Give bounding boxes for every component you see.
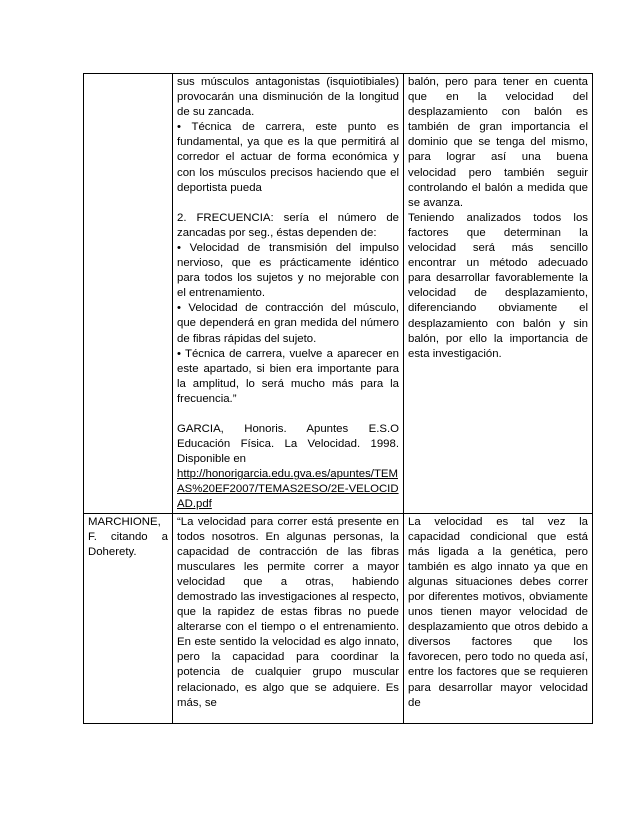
paragraph: • Velocidad de transmisión del impulso nervioso, que es prácticamente idéntico para todos los sujetos y no mejorable con el entrenamiento. bbox=[177, 241, 399, 300]
paragraph: 2. FRECUENCIA: sería el número de zancadas por seg., éstas dependen de: bbox=[177, 211, 399, 239]
paragraph: sus músculos antagonistas (isquiotibiales) provocarán una disminución de la longitud de su zancada. bbox=[177, 76, 399, 119]
paragraph: balón, pero para tener en cuenta que en la velocidad del desplazamiento con balón es también de gran importancia el dominio que se tenga del mismo, para lograr así una buena velocidad pero también seguir controlando el balón a medida que se avanza. bbox=[408, 76, 588, 209]
quote-cell bbox=[173, 513, 404, 723]
paragraph: • Técnica de carrera, este punto es fundamental, ya que es la que permitirá al corredor el actuar de forma económica y con los músculos precisos haciendo que el deportista pueda bbox=[177, 121, 399, 194]
author-cell bbox=[84, 74, 173, 514]
analysis-cell bbox=[404, 74, 593, 514]
author-cell: MARCHIONE, F. citando a Doherety. bbox=[84, 513, 173, 723]
paragraph: La velocidad es tal vez la capacidad condicional que está más ligada a la genética, pero también es algo innato ya que en algunas situaciones debes correr por diferentes motivos, obviamente unos tienen mayor velocidad de desplazamiento que otros debido a diversos factores que los favorecen, pero todo no queda así, entre los factores que se requieren para desarrollar mayor velocidad de bbox=[408, 515, 588, 709]
paragraph: • Velocidad de contracción del músculo, que dependerá en gran medida del número de fibras rápidas del sujeto. bbox=[177, 302, 399, 345]
quote-cell bbox=[173, 74, 404, 514]
reference: GARCIA, Honoris. Apuntes E.S.O Educación Física. La Velocidad. 1998. Disponible en bbox=[177, 422, 399, 466]
table-row bbox=[84, 513, 593, 723]
analysis-cell bbox=[404, 513, 593, 723]
document-page bbox=[83, 73, 588, 724]
table-row bbox=[84, 74, 593, 514]
paragraph: Teniendo analizados todos los factores que determinan la velocidad será más sencillo encontrar un método adecuado para desarrollar favorablemente la velocidad de desplazamiento, diferenciando obviamente el desplazamiento con balón y sin balón, por ello la importancia de esta investigación. bbox=[408, 211, 588, 360]
content-table bbox=[83, 73, 593, 724]
paragraph: • Técnica de carrera, vuelve a aparecer en este apartado, si bien era importante para la amplitud, lo será mucho más para la frecuencia.” bbox=[177, 347, 399, 405]
paragraph: “La velocidad para correr está presente en todos nosotros. En algunas personas, la capacidad de contracción de las fibras musculares les permite correr a mayor velocidad que a otras, habiendo demostrado las investigaciones al respecto, que la rapidez de estas fibras no puede alterarse con el tiempo o el entrenamiento. En este sentido la velocidad es algo innato, pero la capacidad para coordinar la potencia de cualquier grupo muscular relacionado, es algo que se adquiere. Es más, se bbox=[177, 515, 399, 709]
reference-link[interactable]: http://honorigarcia.edu.gva.es/apuntes/TEMAS%20EF2007/TEMAS2ESO/2E-VELOCIDAD.pdf bbox=[177, 468, 399, 511]
